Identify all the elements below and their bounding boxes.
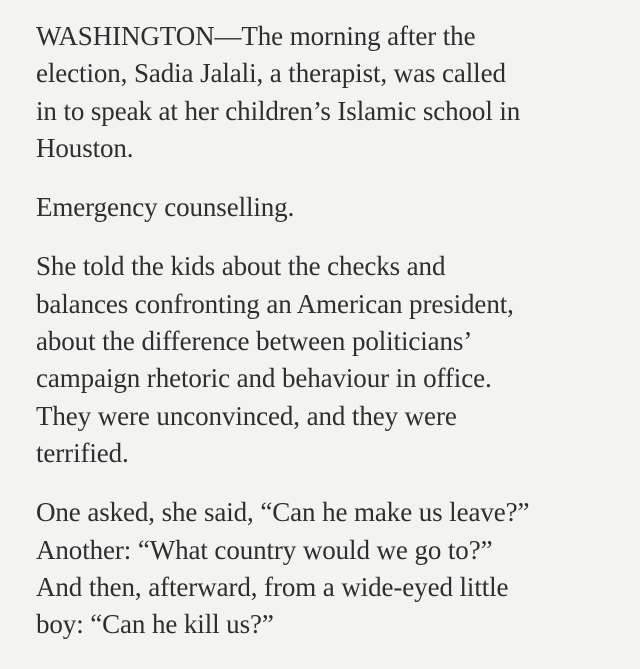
article-paragraph-4 bbox=[36, 494, 632, 643]
article-paragraph-2 bbox=[36, 189, 632, 226]
paragraph-4-line-2: Another: “What country would we go to?” bbox=[36, 534, 493, 565]
paragraph-1-line-2: election, Sadia Jalali, a therapist, was called bbox=[36, 58, 506, 89]
paragraph-2-line-1: Emergency counselling. bbox=[36, 192, 295, 223]
paragraph-3-line-6: terrified. bbox=[36, 437, 129, 468]
paragraph-4-line-1: One asked, she said, “Can he make us leave?” bbox=[36, 497, 530, 528]
paragraph-3-line-3: about the difference between politicians’ bbox=[36, 326, 473, 357]
paragraph-3-line-2: balances confronting an American president, bbox=[36, 288, 514, 319]
article-body bbox=[36, 18, 632, 665]
paragraph-1-line-3: in to speak at her children’s Islamic school in bbox=[36, 95, 521, 126]
article-paragraph-1 bbox=[36, 18, 632, 167]
paragraph-3-line-5: They were unconvinced, and they were bbox=[36, 400, 457, 431]
article-paragraph-3 bbox=[36, 248, 632, 472]
paragraph-1-line-4: Houston. bbox=[36, 132, 134, 163]
paragraph-4-line-3: And then, afterward, from a wide-eyed little bbox=[36, 571, 509, 602]
paragraph-3-line-4: campaign rhetoric and behaviour in office. bbox=[36, 363, 492, 394]
paragraph-4-line-4: boy: “Can he kill us?” bbox=[36, 609, 274, 640]
paragraph-3-line-1: She told the kids about the checks and bbox=[36, 251, 446, 282]
paragraph-1-line-1: WASHINGTON—The morning after the bbox=[36, 21, 476, 51]
